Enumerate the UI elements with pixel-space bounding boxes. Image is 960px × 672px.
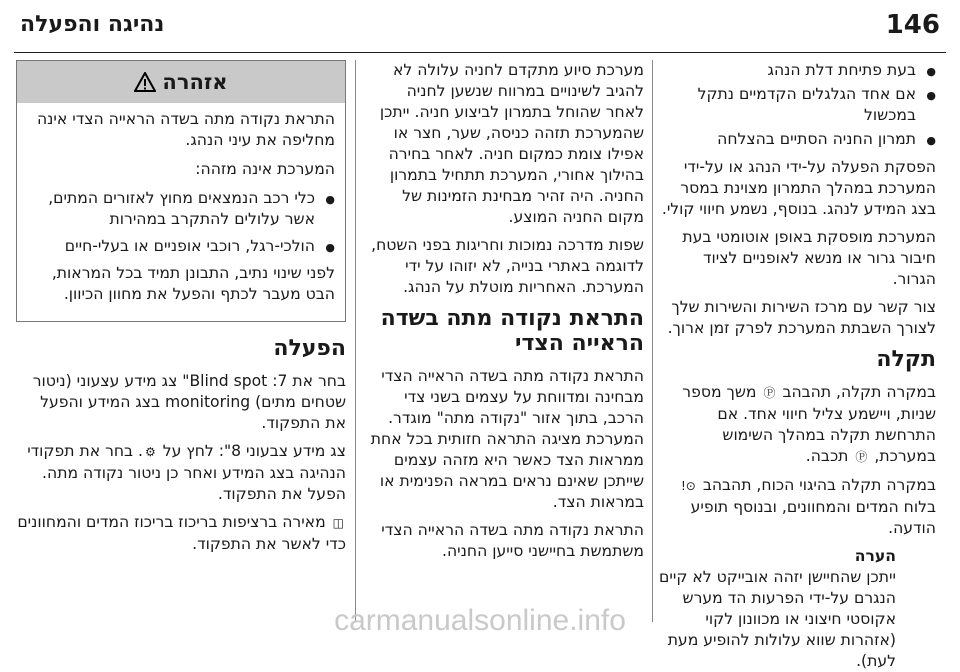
- paragraph: צור קשר עם מרכז השירות והשירות שלך לצורך השבתת המערכת לפרק זמן ארוך.: [667, 298, 936, 337]
- paragraph: התראת נקודה מתה בשדה הראייה הצדי משתמשת בחיישני סייען החניה.: [381, 521, 644, 560]
- paragraph-with-icon: צג מידע צבעוני 8": לחץ על ⚙. בחר את תפקודי הנהיגה בצג המידע ואחר כן ניטור נקודה מתה. הפעל את התפקוד.: [27, 442, 346, 503]
- section-title-blind-spot: התראת נקודה מתה בשדה הראייה הצדי: [380, 306, 644, 356]
- page-number: 146: [885, 10, 940, 40]
- header-rule: [14, 52, 946, 53]
- warning-text: לפני שינוי נתיב, התבונן תמיד בכל המראות, הבט מעבר לכתף והפעל את מחוון הכיוון.: [51, 264, 335, 303]
- warning-header: [17, 61, 345, 103]
- paragraph-with-icon: ◫ מאירה ברציפות בריכוז בריכוז המדים והמחוונים כדי לאשר את התפקוד.: [17, 513, 346, 553]
- list-item: ● תמרון החניה הסתיים בהצלחה: [658, 129, 936, 150]
- column-left: [16, 60, 346, 562]
- warning-title: אזהרה: [162, 69, 228, 94]
- inline-indicator-icon: ◫: [332, 516, 344, 530]
- warning-body: [17, 103, 345, 321]
- list-item: ● כלי רכב הנמצאים מחוץ לאזורים המתים, אשר עלולים להתקרב במהירות: [29, 188, 335, 230]
- paragraph: שפות מדרכה נמוכות וחריגות בפני השטח, לדוגמה באתרי בנייה, לא יזוהו על ידי המערכת. האחריות מוטלת על הנהג.: [371, 236, 644, 296]
- warning-text: המערכת אינה מזהה:: [195, 160, 335, 178]
- paragraph-with-icon: במקרה תקלה בהיגוי הכוח, תהבהב ⊙! בלוח המדים והמחוונים, ובנוסף תופיע הודעה.: [680, 476, 936, 537]
- paragraph-with-icon: במקרה תקלה, תהבהב Ⓟ משך מספר שניות, ויישמע צליל חיווי אחד. אם התרחשת תקלה במהלך השימוש במערכת, Ⓟ תכבה.: [658, 382, 936, 468]
- inline-indicator-icon: ⊙!: [680, 479, 696, 493]
- list-item: ● הולכי-רגל, רוכבי אופניים או בעלי-חיים: [29, 236, 335, 257]
- inline-indicator-icon: Ⓟ: [855, 450, 868, 464]
- warning-triangle-icon: [134, 72, 156, 92]
- warning-text: התראת נקודה מתה בשדה הראייה הצדי אינה מחליפה את עיני הנהג.: [36, 110, 335, 149]
- inline-indicator-icon: Ⓟ: [763, 386, 776, 400]
- column-right: [658, 60, 936, 672]
- paragraph: מערכת סיוע מתקדם לחניה עלולה לא להגיב לשינויים במרווח שנשען לחניה לאחר שהוחל בתמרון לביצוע חניה. ייתכן שהמערכת תזהה כניסה, שער, חצר או אפילו צומת כמקום חניה. לאחר בחירה בהילוך אחורי, המערכת תתחיל בתמרון החניה. היה זהיר מבחינת הזמינות של מקום החניה המוצע.: [379, 61, 644, 226]
- inline-indicator-icon: ⚙: [145, 445, 156, 459]
- list-item: ● בעת פתיחת דלת הנהג: [658, 60, 936, 81]
- header-title: נהיגה והפעלה: [20, 12, 165, 37]
- section-title-operation: הפעלה: [273, 336, 346, 361]
- list-item: ● אם אחד הגלגלים הקדמיים נתקל במכשול: [658, 84, 936, 126]
- page-header: [0, 0, 960, 56]
- note-title: הערה: [854, 547, 896, 565]
- column-divider-left: [355, 60, 356, 622]
- paragraph: המערכת מופסקת באופן אוטומטי בעת חיבור גרור או מנשא לאופניים לציוד הגרור.: [682, 228, 936, 288]
- paragraph: התראת נקודה מתה בשדה הראייה הצדי מבחינה ומדווחת על עצמים בשני צדי הרכב, בתוך אזור "נקודה מתה" מוגדר. המערכת מציגה התראה חזותית בכל אחת ממראות הצד כאשר היא מזהה עצמים שייתכן שאינם נראים במראה הפנימית או במראות הצד.: [370, 367, 644, 511]
- note-body: ייתכן שהחיישן יזהה אובייקט לא קיים הנגרם על-ידי הפרעות הד מערש אקוסטי חיצוני או מכוונון לקוי (אזהרות שווא עלולות להופיע מעת לעת).: [659, 568, 896, 670]
- watermark: carmanualsonline.info: [334, 604, 626, 637]
- column-middle: [369, 60, 644, 569]
- section-title-malfunction: תקלה: [876, 347, 936, 372]
- paragraph: בחר את Blind spot :7" צג מידע עצעוני (ניטור שטחים מתים) monitoring בצג המידע והפעל את התפקוד.: [32, 372, 346, 432]
- paragraph: הפסקת הפעלה על-ידי הנהג או על-ידי המערכת במהלך התמרון מצוינת במסר בצג המידע לנהג. בנוסף, נשמע חיווי קולי.: [661, 158, 936, 218]
- column-divider-right: [652, 60, 653, 622]
- warning-box: [16, 60, 346, 322]
